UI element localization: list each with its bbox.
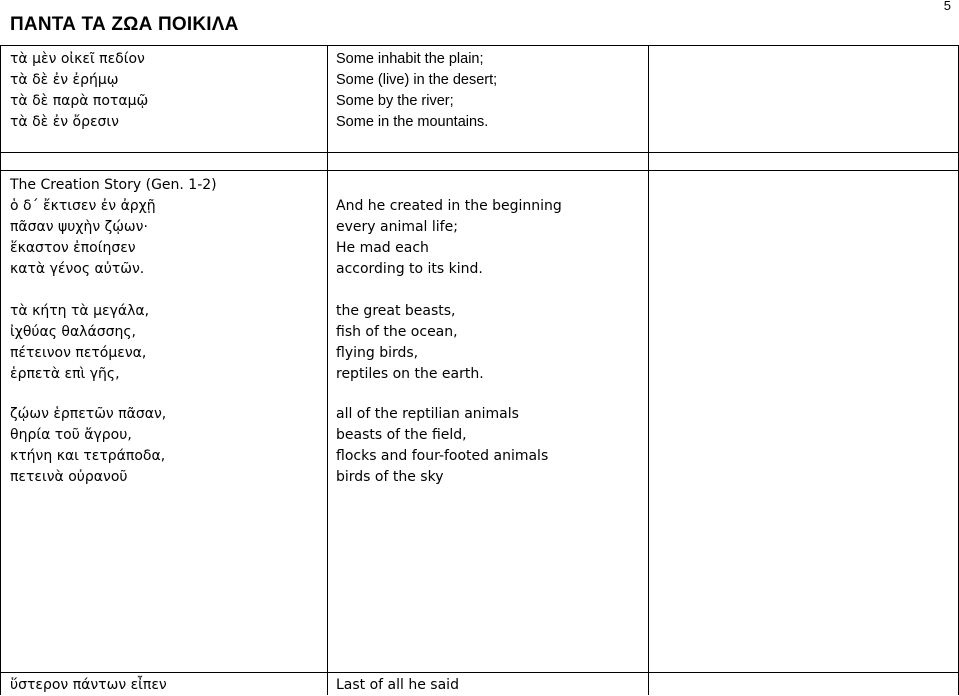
english-line: Some by the river;: [336, 93, 454, 109]
section-heading: The Creation Story (Gen. 1-2): [10, 177, 217, 193]
greek-line: κατὰ γένος αὐτῶν.: [10, 261, 145, 277]
greek-line: ἑρπετὰ επὶ γῆς,: [10, 366, 120, 382]
greek-passage-1: [10, 49, 148, 133]
greek-line: τὰ δὲ ἐν ὄρεσιν: [10, 114, 119, 130]
greek-passage-5: [10, 675, 167, 696]
greek-line: τὰ δὲ ἐν ἐρήμῳ: [10, 72, 119, 88]
english-passage-5: [336, 675, 459, 696]
greek-passage-2: [10, 175, 217, 280]
greek-line: θηρία τοῦ ἄγρου,: [10, 427, 132, 443]
table-border-top: [0, 45, 959, 46]
table-divider-2: [0, 170, 959, 171]
greek-line: πᾶσαν ψυχὴν ζῴων·: [10, 219, 148, 235]
english-line: flocks and four-footed animals: [336, 448, 549, 464]
english-line: the great beasts,: [336, 303, 456, 319]
greek-line: κτήνη και τετράποδα,: [10, 448, 166, 464]
english-line: all of the reptilian animals: [336, 406, 519, 422]
english-line: Some (live) in the desert;: [336, 72, 498, 88]
english-passage-2: [336, 196, 562, 280]
page-number: 5: [943, 0, 951, 13]
english-line: birds of the sky: [336, 469, 444, 485]
table-divider-3: [0, 672, 959, 673]
greek-passage-3: [10, 301, 149, 385]
english-line: fish of the ocean,: [336, 324, 458, 340]
greek-line: τὰ κήτη τὰ μεγάλα,: [10, 303, 150, 319]
greek-line: ἕκαστον ἐποίησεν: [10, 240, 136, 256]
english-passage-4: [336, 404, 548, 488]
english-line: Last of all he said: [336, 677, 459, 693]
english-line: flying birds,: [336, 345, 419, 361]
english-line: beasts of the field,: [336, 427, 467, 443]
greek-line: πέτεινον πετόμενα,: [10, 345, 147, 361]
table-border-left: [0, 45, 1, 695]
table-divider-1: [0, 152, 959, 153]
greek-line: τὰ μὲν οἰκεῖ πεδίον: [10, 51, 145, 67]
greek-line: τὰ δὲ παρὰ ποταμῷ: [10, 93, 149, 109]
english-passage-3: [336, 301, 484, 385]
column-divider-2: [648, 45, 649, 695]
greek-line: ὁ δ´ ἔκτισεν ἐν ἀρχῇ: [10, 198, 156, 214]
greek-line: ἰχθύας θαλάσσης,: [10, 324, 136, 340]
greek-line: ζῴων ἑρπετῶν πᾶσαν,: [10, 406, 167, 422]
english-line: And he created in the beginning: [336, 198, 562, 214]
english-line: Some in the mountains.: [336, 114, 489, 130]
greek-passage-4: [10, 404, 166, 488]
english-line: reptiles on the earth.: [336, 366, 484, 382]
english-line: according to its kind.: [336, 261, 483, 277]
english-passage-1: [336, 49, 497, 133]
greek-line: ὕστερον πάντων εἶπεν: [10, 677, 167, 693]
column-divider-1: [327, 45, 328, 695]
english-line: Some inhabit the plain;: [336, 51, 484, 67]
greek-line: πετεινὰ οὐρανοῦ: [10, 469, 128, 485]
english-line: He mad each: [336, 240, 429, 256]
page-title: ΠΑΝΤΑ ΤΑ ΖΩΑ ΠΟΙΚΙΛΑ: [10, 14, 239, 35]
english-line: every animal life;: [336, 219, 458, 235]
